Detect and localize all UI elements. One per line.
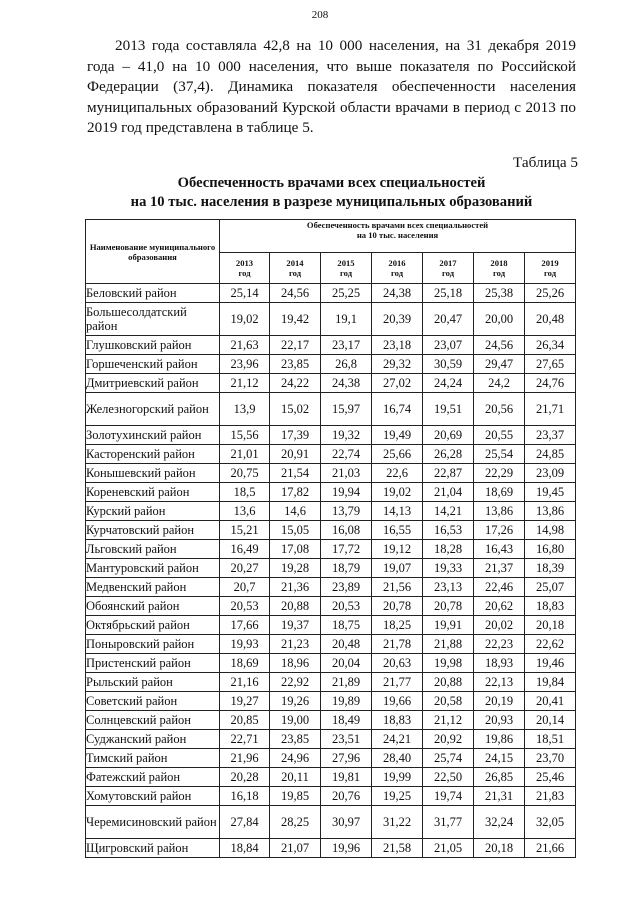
value-cell: 24,21: [372, 730, 423, 749]
value-cell: 31,77: [423, 806, 474, 839]
value-cell: 24,76: [525, 374, 576, 393]
year-header: [525, 253, 576, 284]
value-cell: 21,71: [525, 393, 576, 426]
value-cell: 19,02: [372, 483, 423, 502]
value-cell: 20,55: [474, 426, 525, 445]
value-cell: 28,40: [372, 749, 423, 768]
value-cell: 27,96: [321, 749, 372, 768]
value-cell: 23,96: [220, 355, 270, 374]
year-header-suffix: год: [390, 268, 404, 278]
value-cell: 19,28: [270, 559, 321, 578]
value-cell: 21,63: [220, 336, 270, 355]
table-row: [86, 426, 576, 445]
municipality-name-cell: Поныровский район: [86, 635, 220, 654]
value-cell: 25,14: [220, 284, 270, 303]
municipality-column-header: Наименование муниципального образования: [86, 220, 220, 284]
table-row: [86, 336, 576, 355]
value-cell: 13,86: [525, 502, 576, 521]
value-cell: 14,98: [525, 521, 576, 540]
value-cell: 20,88: [423, 673, 474, 692]
value-cell: 15,21: [220, 521, 270, 540]
value-cell: 22,13: [474, 673, 525, 692]
year-header-suffix: год: [339, 268, 353, 278]
table-row: [86, 521, 576, 540]
value-cell: 18,79: [321, 559, 372, 578]
value-cell: 20,18: [474, 839, 525, 858]
value-cell: 18,69: [474, 483, 525, 502]
table-label: Таблица 5: [513, 154, 578, 171]
municipality-name-cell: Советский район: [86, 692, 220, 711]
value-cell: 15,05: [270, 521, 321, 540]
municipality-name-cell: Большесолдатский район: [86, 303, 220, 336]
value-cell: 18,75: [321, 616, 372, 635]
value-cell: 23,85: [270, 355, 321, 374]
value-cell: 19,25: [372, 787, 423, 806]
municipality-name-cell: Железногорский район: [86, 393, 220, 426]
table-row: [86, 806, 576, 839]
value-cell: 23,85: [270, 730, 321, 749]
value-cell: 13,6: [220, 502, 270, 521]
value-cell: 20,48: [321, 635, 372, 654]
value-cell: 27,02: [372, 374, 423, 393]
value-cell: 13,79: [321, 502, 372, 521]
value-cell: 19,42: [270, 303, 321, 336]
value-cell: 30,59: [423, 355, 474, 374]
table-row: [86, 597, 576, 616]
year-header: [270, 253, 321, 284]
year-header-value: 2019: [541, 258, 559, 268]
value-cell: 20,78: [423, 597, 474, 616]
value-cell: 18,93: [474, 654, 525, 673]
municipality-name-cell: Льговский район: [86, 540, 220, 559]
value-cell: 21,89: [321, 673, 372, 692]
value-cell: 19,26: [270, 692, 321, 711]
value-cell: 15,02: [270, 393, 321, 426]
value-cell: 24,96: [270, 749, 321, 768]
value-cell: 19,91: [423, 616, 474, 635]
table-row: [86, 502, 576, 521]
intro-paragraph: 2013 года составляла 42,8 на 10 000 населения, на 31 декабря 2019 года – 41,0 на 10 000 населения, что выше показателя по Российской Федерации (37,4). Динамика показателя обеспеченности населения муниципальных образований Курской области врачами в период с 2013 по 2019 год представлена в таблице 5.: [87, 37, 576, 136]
municipality-name-cell: Глушковский район: [86, 336, 220, 355]
value-cell: 25,74: [423, 749, 474, 768]
value-cell: 18,28: [423, 540, 474, 559]
value-cell: 17,66: [220, 616, 270, 635]
value-cell: 26,28: [423, 445, 474, 464]
value-cell: 27,65: [525, 355, 576, 374]
municipality-name-cell: Пристенский район: [86, 654, 220, 673]
municipality-name-cell: Солнцевский район: [86, 711, 220, 730]
value-cell: 31,22: [372, 806, 423, 839]
year-header: [372, 253, 423, 284]
value-cell: 23,70: [525, 749, 576, 768]
group-column-header: [220, 220, 576, 253]
table-row: [86, 284, 576, 303]
value-cell: 19,85: [270, 787, 321, 806]
municipality-name-cell: Дмитриевский район: [86, 374, 220, 393]
value-cell: 20,91: [270, 445, 321, 464]
value-cell: 25,26: [525, 284, 576, 303]
year-header-value: 2014: [286, 258, 304, 268]
value-cell: 18,96: [270, 654, 321, 673]
value-cell: 20,75: [220, 464, 270, 483]
year-header: [474, 253, 525, 284]
municipality-name-cell: Мантуровский район: [86, 559, 220, 578]
value-cell: 20,92: [423, 730, 474, 749]
value-cell: 18,49: [321, 711, 372, 730]
table-title-line-1: Обеспеченность врачами всех специальностей: [177, 175, 486, 191]
table-row: [86, 635, 576, 654]
table-body: [86, 284, 576, 858]
value-cell: 19,45: [525, 483, 576, 502]
value-cell: 18,5: [220, 483, 270, 502]
value-cell: 21,54: [270, 464, 321, 483]
value-cell: 26,8: [321, 355, 372, 374]
page-number: 208: [311, 9, 329, 21]
value-cell: 26,85: [474, 768, 525, 787]
value-cell: 20,18: [525, 616, 576, 635]
value-cell: 16,80: [525, 540, 576, 559]
municipality-name-cell: Касторенский район: [86, 445, 220, 464]
value-cell: 21,56: [372, 578, 423, 597]
value-cell: 20,14: [525, 711, 576, 730]
value-cell: 21,07: [270, 839, 321, 858]
value-cell: 29,32: [372, 355, 423, 374]
value-cell: 23,51: [321, 730, 372, 749]
value-cell: 20,02: [474, 616, 525, 635]
value-cell: 20,76: [321, 787, 372, 806]
value-cell: 19,32: [321, 426, 372, 445]
municipality-name-cell: Суджанский район: [86, 730, 220, 749]
table-title: [87, 174, 576, 212]
year-header-suffix: год: [238, 268, 251, 278]
municipality-name-cell: Курчатовский район: [86, 521, 220, 540]
value-cell: 20,53: [321, 597, 372, 616]
value-cell: 19,07: [372, 559, 423, 578]
value-cell: 19,49: [372, 426, 423, 445]
table-row: [86, 445, 576, 464]
value-cell: 19,93: [220, 635, 270, 654]
value-cell: 22,6: [372, 464, 423, 483]
municipality-name-cell: Медвенский район: [86, 578, 220, 597]
value-cell: 16,74: [372, 393, 423, 426]
value-cell: 20,7: [220, 578, 270, 597]
year-header-value: 2018: [490, 258, 508, 268]
table-row: [86, 839, 576, 858]
year-header-suffix: год: [441, 268, 455, 278]
value-cell: 23,09: [525, 464, 576, 483]
table-row: [86, 730, 576, 749]
municipality-name-cell: Кореневский район: [86, 483, 220, 502]
value-cell: 17,82: [270, 483, 321, 502]
municipality-name-cell: Обоянский район: [86, 597, 220, 616]
value-cell: 15,56: [220, 426, 270, 445]
value-cell: 19,89: [321, 692, 372, 711]
value-cell: 18,39: [525, 559, 576, 578]
municipality-name-cell: Беловский район: [86, 284, 220, 303]
value-cell: 21,37: [474, 559, 525, 578]
value-cell: 19,02: [220, 303, 270, 336]
value-cell: 21,05: [423, 839, 474, 858]
value-cell: 21,04: [423, 483, 474, 502]
value-cell: 25,07: [525, 578, 576, 597]
value-cell: 25,54: [474, 445, 525, 464]
value-cell: 17,08: [270, 540, 321, 559]
value-cell: 22,92: [270, 673, 321, 692]
value-cell: 17,72: [321, 540, 372, 559]
table-row: [86, 616, 576, 635]
value-cell: 29,47: [474, 355, 525, 374]
value-cell: 20,69: [423, 426, 474, 445]
value-cell: 19,81: [321, 768, 372, 787]
value-cell: 19,94: [321, 483, 372, 502]
value-cell: 19,86: [474, 730, 525, 749]
value-cell: 19,96: [321, 839, 372, 858]
value-cell: 16,18: [220, 787, 270, 806]
value-cell: 20,88: [270, 597, 321, 616]
municipality-name-cell: Тимский район: [86, 749, 220, 768]
year-header-value: 2015: [337, 258, 355, 268]
value-cell: 14,13: [372, 502, 423, 521]
value-cell: 20,62: [474, 597, 525, 616]
value-cell: 23,18: [372, 336, 423, 355]
value-cell: 21,12: [220, 374, 270, 393]
year-header-value: 2013: [235, 258, 254, 268]
year-header-suffix: год: [543, 268, 557, 278]
value-cell: 20,04: [321, 654, 372, 673]
value-cell: 25,46: [525, 768, 576, 787]
value-cell: 20,19: [474, 692, 525, 711]
value-cell: 23,17: [321, 336, 372, 355]
value-cell: 22,23: [474, 635, 525, 654]
table-row: [86, 355, 576, 374]
value-cell: 25,38: [474, 284, 525, 303]
value-cell: 20,48: [525, 303, 576, 336]
value-cell: 19,00: [270, 711, 321, 730]
value-cell: 19,84: [525, 673, 576, 692]
value-cell: 23,89: [321, 578, 372, 597]
value-cell: 18,84: [220, 839, 270, 858]
municipality-name-cell: Рыльский район: [86, 673, 220, 692]
table-row: [86, 692, 576, 711]
doctors-table: [85, 219, 576, 858]
value-cell: 19,51: [423, 393, 474, 426]
year-header: [423, 253, 474, 284]
value-cell: 22,46: [474, 578, 525, 597]
value-cell: 22,17: [270, 336, 321, 355]
municipality-name-cell: Хомутовский район: [86, 787, 220, 806]
value-cell: 20,56: [474, 393, 525, 426]
table-row: [86, 374, 576, 393]
value-cell: 25,66: [372, 445, 423, 464]
municipality-name-cell: Черемисиновский район: [86, 806, 220, 839]
value-cell: 16,08: [321, 521, 372, 540]
value-cell: 13,9: [220, 393, 270, 426]
table-row: [86, 654, 576, 673]
value-cell: 14,6: [270, 502, 321, 521]
value-cell: 24,15: [474, 749, 525, 768]
value-cell: 28,25: [270, 806, 321, 839]
value-cell: 18,69: [220, 654, 270, 673]
value-cell: 19,66: [372, 692, 423, 711]
value-cell: 25,18: [423, 284, 474, 303]
value-cell: 18,83: [525, 597, 576, 616]
value-cell: 16,53: [423, 521, 474, 540]
year-header-suffix: год: [288, 268, 302, 278]
municipality-name-cell: Щигровский район: [86, 839, 220, 858]
year-header: [220, 253, 270, 284]
value-cell: 20,11: [270, 768, 321, 787]
value-cell: 15,97: [321, 393, 372, 426]
value-cell: 22,29: [474, 464, 525, 483]
value-cell: 21,16: [220, 673, 270, 692]
value-cell: 21,31: [474, 787, 525, 806]
value-cell: 20,41: [525, 692, 576, 711]
table-row: [86, 787, 576, 806]
value-cell: 19,27: [220, 692, 270, 711]
value-cell: 19,99: [372, 768, 423, 787]
value-cell: 16,43: [474, 540, 525, 559]
municipality-name-cell: Золотухинский район: [86, 426, 220, 445]
year-header-value: 2016: [388, 258, 406, 268]
value-cell: 20,28: [220, 768, 270, 787]
value-cell: 20,78: [372, 597, 423, 616]
value-cell: 21,88: [423, 635, 474, 654]
value-cell: 21,78: [372, 635, 423, 654]
table-row: [86, 559, 576, 578]
value-cell: 30,97: [321, 806, 372, 839]
value-cell: 19,37: [270, 616, 321, 635]
value-cell: 17,26: [474, 521, 525, 540]
value-cell: 19,1: [321, 303, 372, 336]
value-cell: 26,34: [525, 336, 576, 355]
value-cell: 24,38: [372, 284, 423, 303]
value-cell: 21,96: [220, 749, 270, 768]
table-title-line-2: на 10 тыс. населения в разрезе муниципальных образований: [130, 194, 533, 210]
table-row: [86, 768, 576, 787]
table-row: [86, 578, 576, 597]
value-cell: 21,58: [372, 839, 423, 858]
value-cell: 24,22: [270, 374, 321, 393]
municipality-name-cell: Фатежский район: [86, 768, 220, 787]
table-row: [86, 749, 576, 768]
value-cell: 23,07: [423, 336, 474, 355]
value-cell: 18,51: [525, 730, 576, 749]
value-cell: 24,56: [270, 284, 321, 303]
value-cell: 19,46: [525, 654, 576, 673]
municipality-name-cell: Октябрьский район: [86, 616, 220, 635]
value-cell: 20,63: [372, 654, 423, 673]
year-header-value: 2017: [439, 258, 457, 268]
value-cell: 20,53: [220, 597, 270, 616]
value-cell: 21,23: [270, 635, 321, 654]
value-cell: 20,58: [423, 692, 474, 711]
value-cell: 14,21: [423, 502, 474, 521]
value-cell: 16,55: [372, 521, 423, 540]
value-cell: 27,84: [220, 806, 270, 839]
value-cell: 25,25: [321, 284, 372, 303]
value-cell: 21,83: [525, 787, 576, 806]
year-header: [321, 253, 372, 284]
value-cell: 13,86: [474, 502, 525, 521]
value-cell: 22,87: [423, 464, 474, 483]
value-cell: 21,66: [525, 839, 576, 858]
year-header-suffix: год: [492, 268, 506, 278]
value-cell: 20,27: [220, 559, 270, 578]
value-cell: 24,2: [474, 374, 525, 393]
value-cell: 16,49: [220, 540, 270, 559]
group-header-line-1: Обеспеченность врачами всех специальностей: [306, 220, 489, 230]
value-cell: 18,25: [372, 616, 423, 635]
value-cell: 21,12: [423, 711, 474, 730]
value-cell: 21,03: [321, 464, 372, 483]
value-cell: 19,12: [372, 540, 423, 559]
value-cell: 23,37: [525, 426, 576, 445]
value-cell: 22,71: [220, 730, 270, 749]
value-cell: 20,93: [474, 711, 525, 730]
value-cell: 21,77: [372, 673, 423, 692]
value-cell: 24,38: [321, 374, 372, 393]
value-cell: 21,01: [220, 445, 270, 464]
table-row: [86, 540, 576, 559]
table-row: [86, 673, 576, 692]
header-row-group: [86, 220, 576, 253]
value-cell: 18,83: [372, 711, 423, 730]
value-cell: 19,98: [423, 654, 474, 673]
value-cell: 22,74: [321, 445, 372, 464]
value-cell: 24,56: [474, 336, 525, 355]
value-cell: 20,47: [423, 303, 474, 336]
municipality-name-cell: Конышевский район: [86, 464, 220, 483]
group-header-line-2: на 10 тыс. населения: [356, 230, 439, 240]
value-cell: 24,24: [423, 374, 474, 393]
value-cell: 17,39: [270, 426, 321, 445]
value-cell: 32,24: [474, 806, 525, 839]
table-row: [86, 711, 576, 730]
value-cell: 19,33: [423, 559, 474, 578]
value-cell: 21,36: [270, 578, 321, 597]
value-cell: 24,85: [525, 445, 576, 464]
municipality-name-cell: Горшеченский район: [86, 355, 220, 374]
value-cell: 22,62: [525, 635, 576, 654]
value-cell: 20,39: [372, 303, 423, 336]
table-row: [86, 303, 576, 336]
value-cell: 20,85: [220, 711, 270, 730]
value-cell: 32,05: [525, 806, 576, 839]
table-row: [86, 483, 576, 502]
table-row: [86, 393, 576, 426]
municipality-name-cell: Курский район: [86, 502, 220, 521]
value-cell: 19,74: [423, 787, 474, 806]
value-cell: 20,00: [474, 303, 525, 336]
table-row: [86, 464, 576, 483]
value-cell: 22,50: [423, 768, 474, 787]
value-cell: 23,13: [423, 578, 474, 597]
